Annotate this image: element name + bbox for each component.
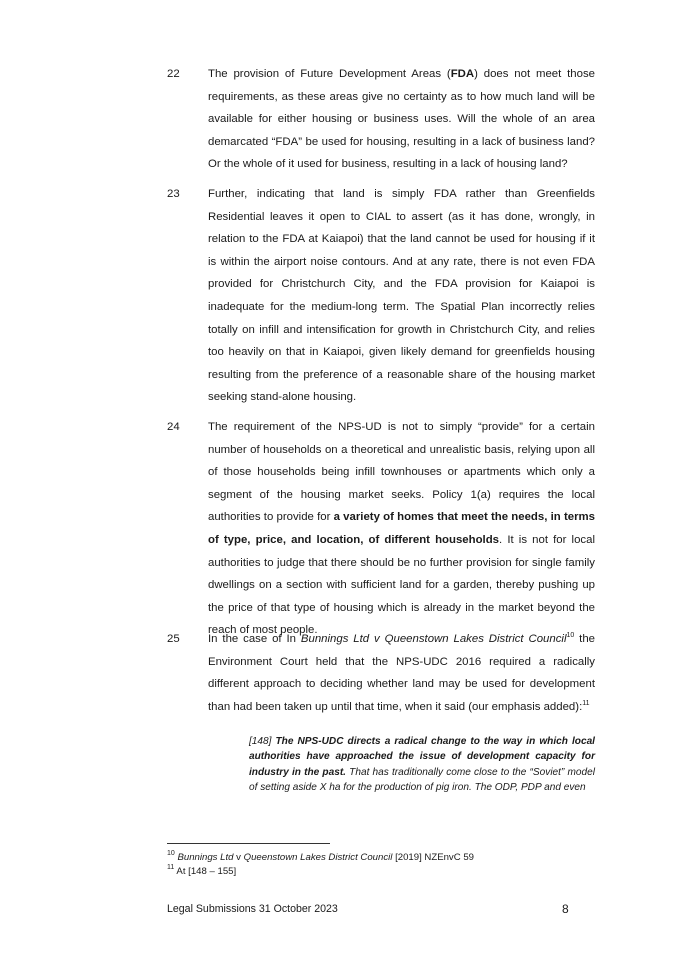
paragraph-text: The provision of Future Development Areas (FDA) does not meet those requirements, as these areas give no certainty as to how much land will be available for either housing or business uses. Will the whole of an area demarcated “FDA” be used for housing, resulting in a lack of business land? Or the whole of it used for business, resulting in a lack of housing land? — [208, 68, 595, 171]
paragraph-text: Further, indicating that land is simply FDA rather than Greenfields Residential leaves it open to CIAL to assert (as it has done, wrongly, in relation to the FDA at Kaiapoi) that the land cannot be used for housing if it is within the airport noise contours. And at any rate, there is not even FDA provided for Christchurch City, and the FDA provision for Kaiapoi is inadequate for the medium-long term. The Spatial Plan incorrectly relies totally on infill and intensification for growth in Christchurch City, and relies too heavily on that in Kaiapoi, given likely demand for greenfields housing resulting from the preference of a reasonable share of the housing market seeking stand-alone housing. — [208, 188, 595, 404]
paragraph-24 — [167, 416, 595, 642]
paragraph-23 — [167, 183, 595, 409]
paragraph-text: In the case of In Bunnings Ltd v Queenstown Lakes District Council$^{10}$ the Environment Court held that the NPS-UDC 2016 required a radically different approach to deciding whether land may be used for development than had been taken up until that time, when it said (our emphasis added):$^{11}$ — [208, 632, 596, 713]
paragraph-text: The requirement of the NPS-UD is not to simply “provide” for a certain number of households on a theoretical and unrealistic basis, relying upon all of those households being infill townhouses or apartments which only a segment of the housing market seeks. Policy 1(a) requires the local authorities to provide for a variety of homes that meet the needs, in terms of type, price, and location, of different households. It is not for local authorities to judge that there should be no further provision for single family dwellings on a section with sufficient land for a garden, thereby pushing up the price of that type of housing which is already in the market beyond the reach of most people. — [208, 421, 595, 637]
paragraph-25 — [167, 628, 595, 718]
paragraph-number: 25 — [167, 633, 180, 645]
footnote-11: $^{11}$ At [148 – 155] — [167, 864, 237, 877]
paragraph-number: 23 — [167, 188, 180, 200]
footnote-10: $^{10}$ Bunnings Ltd v Queenstown Lakes District Council [2019] NZEnvC 59 — [167, 850, 474, 863]
paragraph-22 — [167, 63, 595, 176]
paragraph-number: 24 — [167, 421, 180, 433]
block-quote: [148] The NPS-UDC directs a radical change to the way in which local authorities have approached the issue of development capacity for industry in the past. That has traditionally come close to the “Soviet” model of setting aside X ha for the production of pig iron. The ODP, PDP and even — [249, 736, 595, 793]
page-number: 8 — [562, 902, 569, 916]
footnote-ref: 11 — [582, 699, 590, 707]
footnote-ref: 10 — [566, 632, 575, 639]
footnote-separator — [167, 843, 330, 844]
paragraph-number: 22 — [167, 68, 180, 80]
footer-title: Legal Submissions 31 October 2023 — [167, 903, 338, 915]
